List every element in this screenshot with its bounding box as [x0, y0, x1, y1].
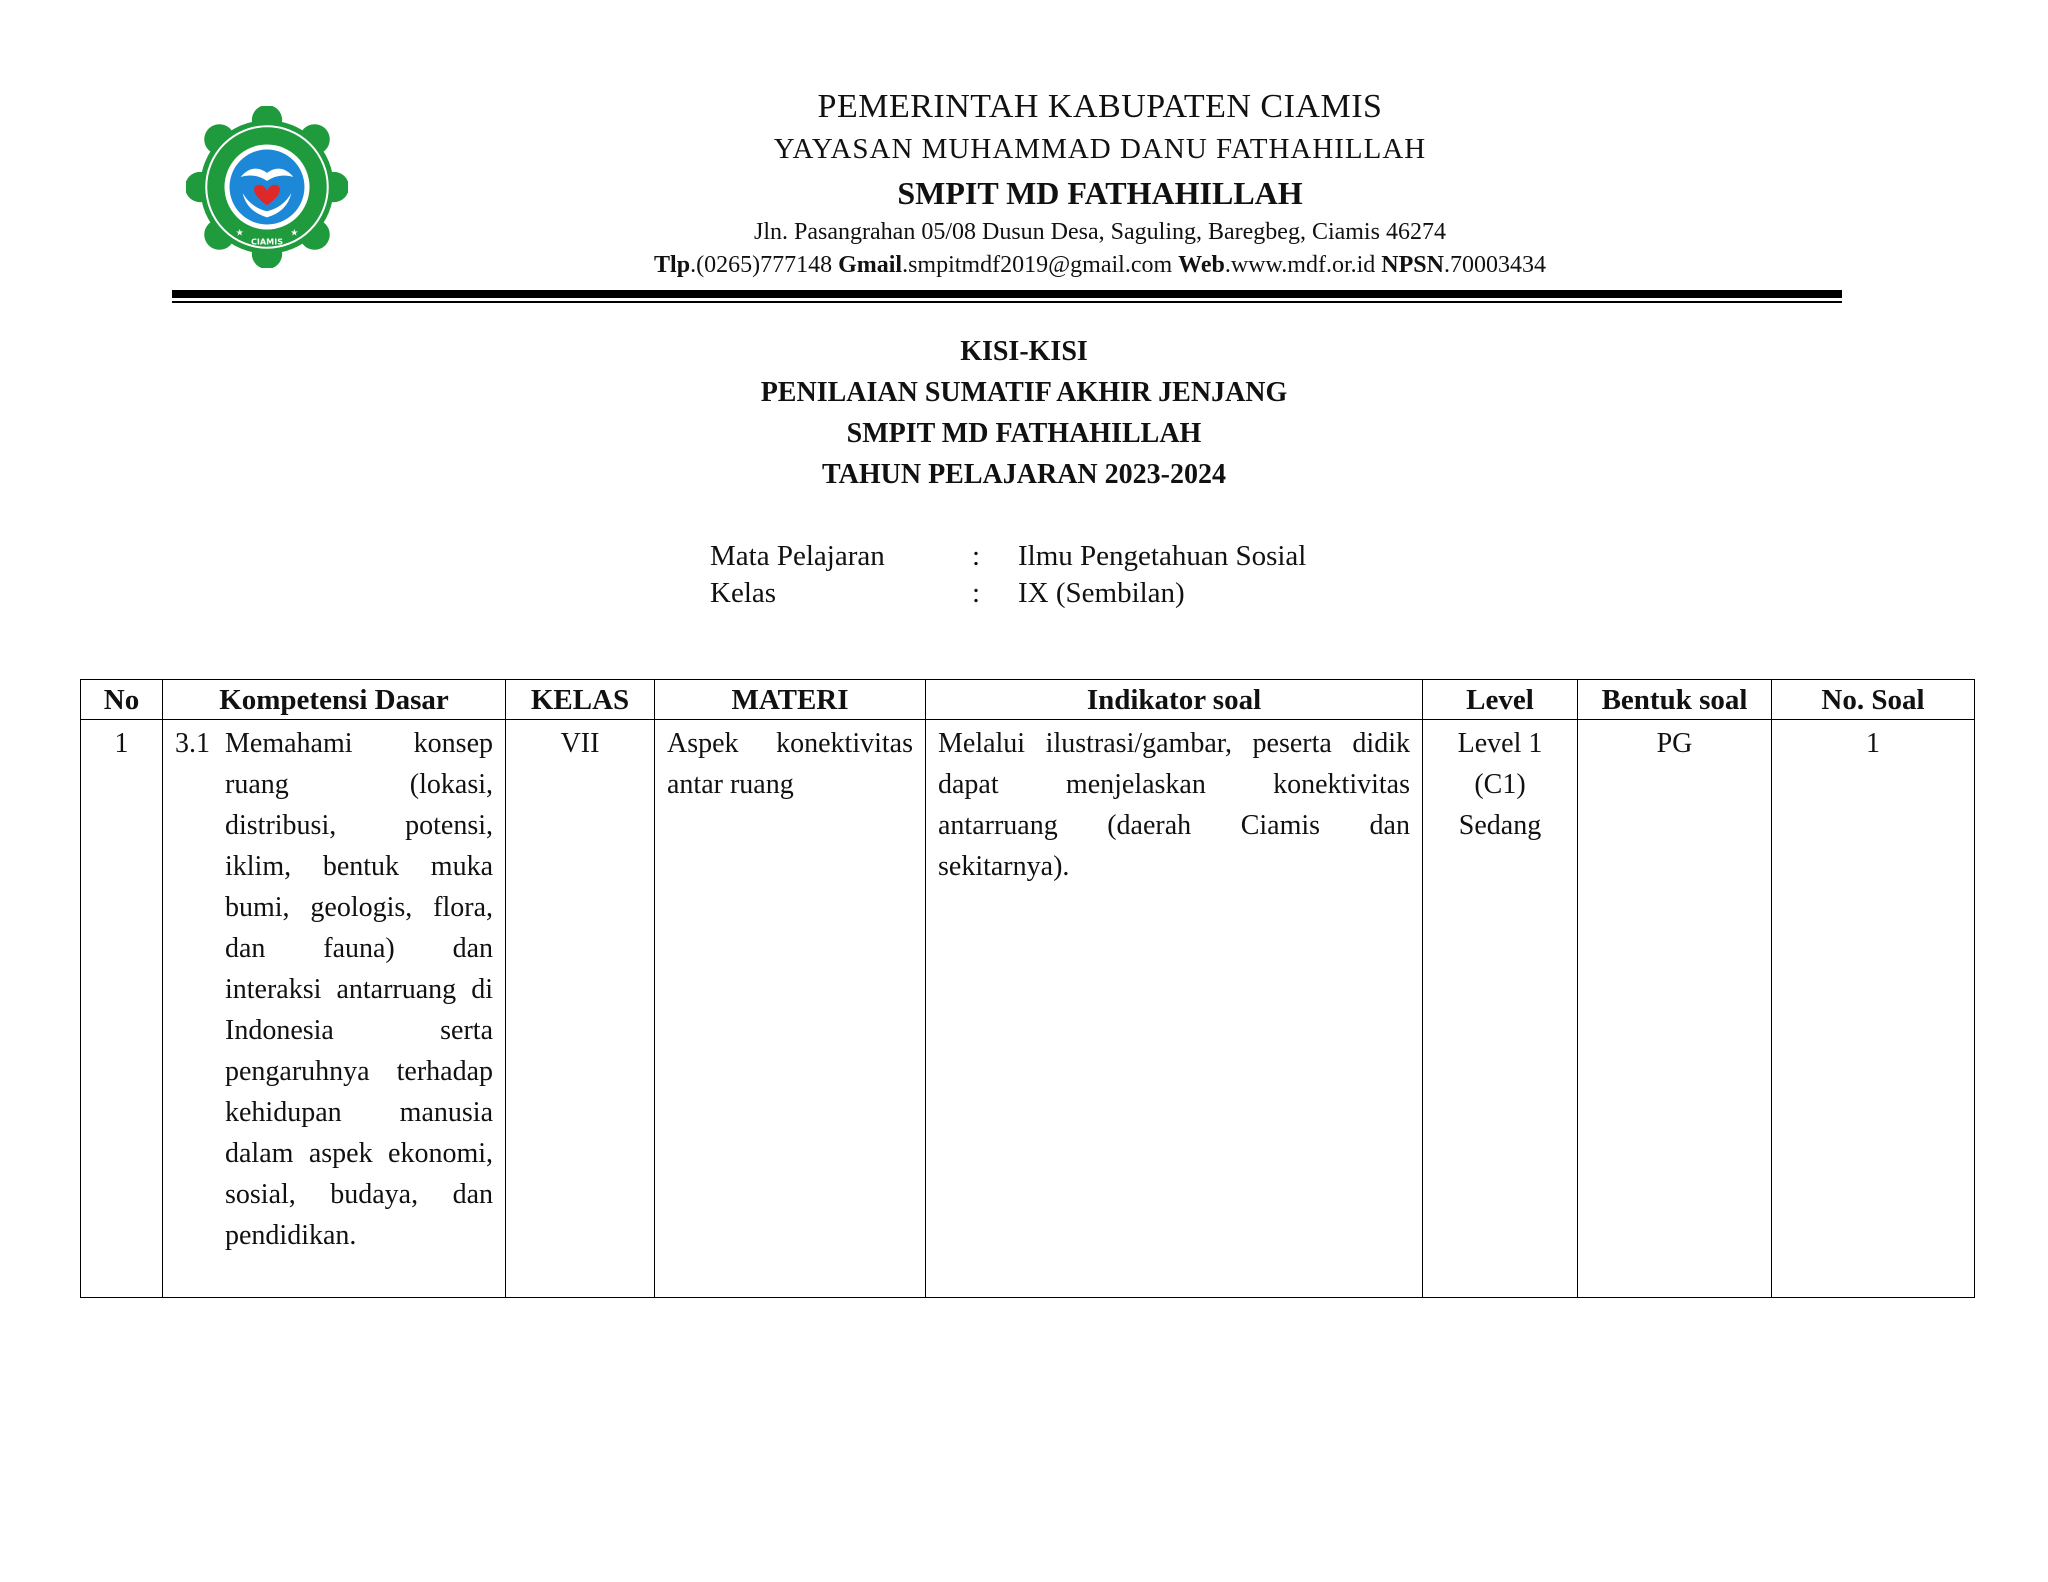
letterhead-government: PEMERINTAH KABUPATEN CIAMIS: [817, 88, 1383, 125]
svg-text:CIAMIS: CIAMIS: [250, 236, 284, 247]
level-cognitive: (C1): [1474, 769, 1526, 800]
header-indikator-soal: Indikator soal: [926, 680, 1423, 720]
svg-text:★: ★: [290, 228, 299, 239]
level-label: Level 1: [1457, 728, 1543, 759]
cell-materi: Aspek konektivitas antar ruang: [655, 720, 926, 1298]
meta-subject-label: Mata Pelajaran: [710, 540, 885, 572]
kd-text: Memahami konsep ruang (lokasi, distribusi, potensi, iklim, bentuk muka bumi, geologis, flora, dan fauna) dan interaksi antarruang di Indonesia serta pengaruhnya terhadap kehidupan manusia dalam aspek ekonomi, sosial, budaya, dan pendidikan.: [225, 728, 493, 1251]
header-materi: MATERI: [655, 680, 926, 720]
level-difficulty: Sedang: [1458, 810, 1542, 841]
doc-title-line3: SMPIT MD FATHAHILLAH: [846, 418, 1202, 449]
cell-kelas: VII: [506, 720, 655, 1298]
letterhead-school-name: SMPIT MD FATHAHILLAH: [897, 175, 1303, 211]
contact-web-label: Web: [1178, 252, 1225, 278]
cell-no: 1: [81, 720, 163, 1298]
contact-npsn-label: NPSN: [1381, 252, 1444, 278]
header-kompetensi-dasar: Kompetensi Dasar: [163, 680, 506, 720]
meta-separator: :: [972, 540, 981, 572]
kisi-kisi-table: [80, 679, 1975, 1298]
letterhead-foundation: YAYASAN MUHAMMAD DANU FATHAHILLAH: [773, 133, 1427, 165]
school-emblem-icon: [186, 106, 348, 268]
meta-subject-value: Ilmu Pengetahuan Sosial: [1018, 540, 1307, 572]
letterhead-contact: [520, 252, 1680, 279]
header-bentuk-soal: Bentuk soal: [1578, 680, 1772, 720]
cell-level: [1423, 720, 1578, 1298]
doc-title-line4: TAHUN PELAJARAN 2023-2024: [822, 459, 1226, 490]
header-no-soal: No. Soal: [1772, 680, 1975, 720]
cell-bentuk-soal: PG: [1578, 720, 1772, 1298]
doc-title-line1: KISI-KISI: [960, 336, 1088, 367]
contact-web-value: .www.mdf.or.id: [1224, 252, 1376, 278]
meta-class-value: IX (Sembilan): [1018, 577, 1185, 609]
letterhead-divider-thick: [172, 290, 1842, 298]
meta-separator: :: [972, 577, 981, 609]
cell-indikator-soal: Melalui ilustrasi/gambar, peserta didik dapat menjelaskan konektivitas antarruang (daerah Ciamis dan sekitarnya).: [926, 720, 1423, 1298]
kd-code: 3.1: [175, 728, 210, 759]
letterhead-divider-thin: [172, 301, 1842, 303]
header-kelas: KELAS: [506, 680, 655, 720]
header-no: No: [81, 680, 163, 720]
doc-title-line2: PENILAIAN SUMATIF AKHIR JENJANG: [760, 377, 1288, 408]
cell-no-soal: 1: [1772, 720, 1975, 1298]
svg-text:★: ★: [235, 228, 244, 239]
table-header-row: [81, 680, 1975, 720]
meta-class-label: Kelas: [710, 577, 777, 609]
letterhead-address: Jln. Pasangrahan 05/08 Dusun Desa, Saguling, Baregbeg, Ciamis 46274: [754, 219, 1446, 245]
cell-kompetensi-dasar: [163, 720, 506, 1298]
contact-gmail-label: Gmail: [838, 252, 903, 278]
contact-gmail-value: .smpitmdf2019@gmail.com: [902, 252, 1173, 278]
table-row: [81, 720, 1975, 1298]
contact-npsn-value: .70003434: [1443, 252, 1546, 278]
contact-tlp-value: .(0265)777148: [690, 252, 833, 278]
header-level: Level: [1423, 680, 1578, 720]
contact-tlp-label: Tlp: [654, 252, 691, 278]
